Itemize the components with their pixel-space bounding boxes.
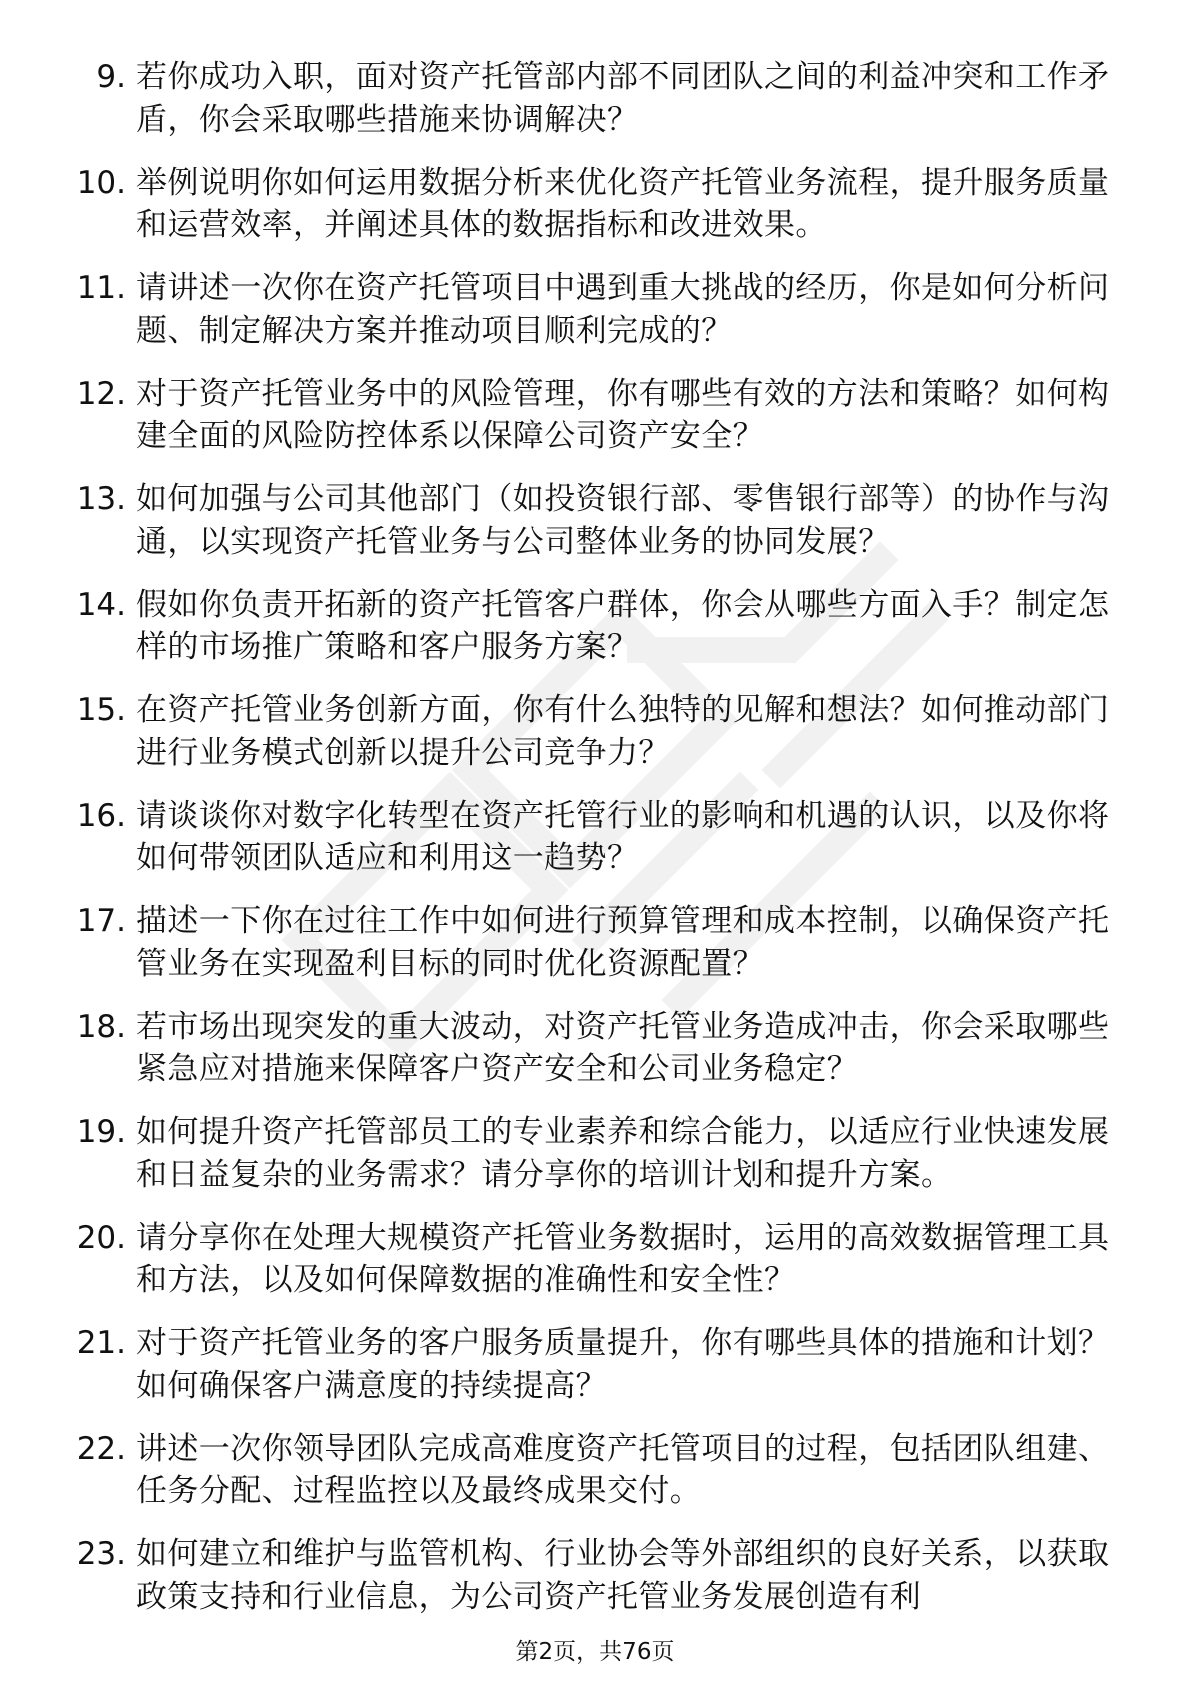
question-item — [60, 478, 1120, 563]
question-text: 举例说明你如何运用数据分析来优化资产托管业务流程，提升服务质量和运营效率，并阐述具体的数据指标和改进效果。 — [136, 164, 1110, 243]
question-item — [60, 1111, 1120, 1196]
question-number: 16. — [76, 797, 126, 834]
question-item — [60, 584, 1120, 669]
question-item — [60, 56, 1120, 141]
question-text: 对于资产托管业务的客户服务质量提升，你有哪些具体的措施和计划？如何确保客户满意度的持续提高？ — [136, 1325, 1110, 1404]
question-item — [60, 162, 1120, 247]
question-text: 在资产托管业务创新方面，你有什么独特的见解和想法？如何推动部门进行业务模式创新以提升公司竞争力？ — [136, 692, 1110, 771]
question-item — [60, 1006, 1120, 1091]
question-number: 17. — [76, 903, 126, 939]
question-number: 9. — [96, 59, 126, 95]
question-item — [60, 1322, 1120, 1407]
question-text: 如何建立和维护与监管机构、行业协会等外部组织的良好关系，以获取政策支持和行业信息，为公司资产托管业务发展创造有利 — [136, 1536, 1110, 1615]
question-text: 假如你负责开拓新的资产托管客户群体，你会从哪些方面入手？制定怎样的市场推广策略和客户服务方案？ — [136, 586, 1110, 665]
question-item — [60, 689, 1120, 774]
question-number: 21. — [76, 1325, 126, 1361]
question-item — [60, 1533, 1120, 1618]
question-text: 请讲述一次你在资产托管项目中遇到重大挑战的经历，你是如何分析问题、制定解决方案并推动项目顺利完成的？ — [136, 270, 1110, 349]
question-item — [60, 267, 1120, 352]
question-number: 13. — [76, 481, 126, 517]
question-text: 讲述一次你领导团队完成高难度资产托管项目的过程，包括团队组建、任务分配、过程监控以及最终成果交付。 — [136, 1430, 1110, 1509]
question-number: 20. — [76, 1219, 126, 1256]
question-number: 10. — [76, 164, 126, 201]
question-text: 请谈谈你对数字化转型在资产托管行业的影响和机遇的认识，以及你将如何带领团队适应和利用这一趋势？ — [136, 797, 1110, 876]
question-number: 23. — [76, 1536, 126, 1572]
question-text: 描述一下你在过往工作中如何进行预算管理和成本控制，以确保资产托管业务在实现盈利目标的同时优化资源配置？ — [136, 903, 1110, 982]
question-item — [60, 373, 1120, 458]
page-footer: 第2页，共76页 — [515, 1639, 675, 1665]
question-item — [60, 795, 1120, 880]
question-number: 19. — [76, 1114, 126, 1150]
question-text: 若市场出现突发的重大波动，对资产托管业务造成冲击，你会采取哪些紧急应对措施来保障客户资产安全和公司业务稳定？ — [136, 1008, 1110, 1087]
question-number: 18. — [76, 1008, 126, 1045]
question-item — [60, 900, 1120, 985]
question-number: 14. — [76, 586, 126, 623]
question-text: 请分享你在处理大规模资产托管业务数据时，运用的高效数据管理工具和方法，以及如何保障数据的准确性和安全性？ — [136, 1219, 1110, 1298]
question-item — [60, 1428, 1120, 1513]
question-text: 如何加强与公司其他部门（如投资银行部、零售银行部等）的协作与沟通，以实现资产托管业务与公司整体业务的协同发展？ — [136, 481, 1110, 560]
question-number: 15. — [76, 692, 126, 728]
question-text: 如何提升资产托管部员工的专业素养和综合能力，以适应行业快速发展和日益复杂的业务需求？请分享你的培训计划和提升方案。 — [136, 1114, 1110, 1193]
question-number: 12. — [76, 375, 126, 412]
question-number: 11. — [76, 270, 126, 306]
question-item — [60, 1217, 1120, 1302]
question-list — [60, 56, 1120, 1639]
question-text: 若你成功入职，面对资产托管部内部不同团队之间的利益冲突和工作矛盾，你会采取哪些措施来协调解决？ — [136, 59, 1110, 138]
question-number: 22. — [76, 1430, 126, 1467]
question-text: 对于资产托管业务中的风险管理，你有哪些有效的方法和策略？如何构建全面的风险防控体系以保障公司资产安全？ — [136, 375, 1110, 454]
